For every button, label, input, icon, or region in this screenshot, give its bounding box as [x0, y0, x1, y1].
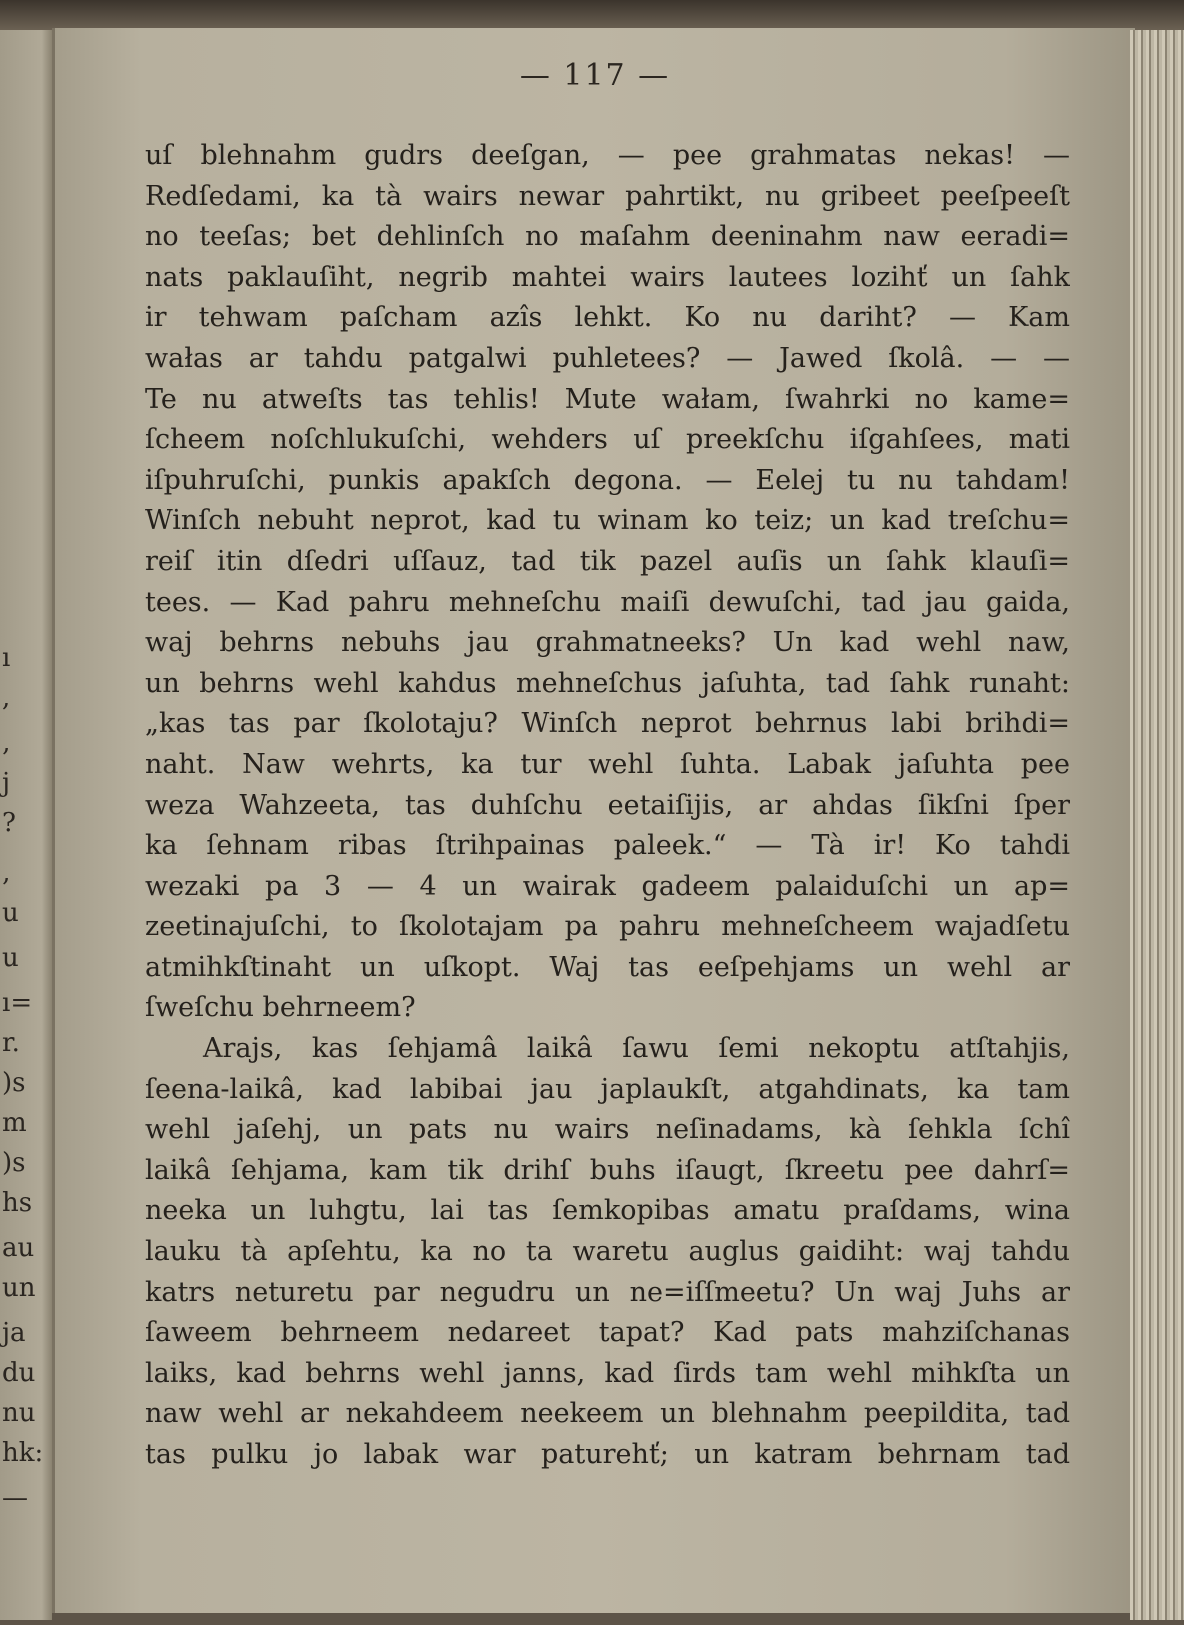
- prev-page-fragment: ‚: [2, 858, 11, 888]
- text-line: un behrns wehl kahdus mehneſchus jaſuhta, tad ſahk runaht:: [145, 667, 1070, 699]
- text-line: ſaweem behrneem nedareet tapat? Kad pats mahziſchanas: [145, 1317, 1070, 1349]
- prev-page-fragment: du: [2, 1358, 36, 1388]
- prev-page-fragment: )s: [2, 1148, 26, 1178]
- text-line: zeetinajuſchi, to ſkolotajam pa pahru mehneſcheem wajadſetu: [145, 911, 1070, 943]
- prev-page-fragment: u: [2, 943, 19, 973]
- prev-page-fragment: ?: [2, 808, 16, 838]
- prev-page-fragment: ı: [2, 643, 11, 673]
- book-page: [52, 28, 1135, 1613]
- text-line: naw wehl ar nekahdeem neekeem un blehnahm peepildita, tad: [145, 1398, 1070, 1430]
- text-line: laiks, kad behrns wehl janns, kad ſirds tam wehl mihkſta un: [145, 1357, 1070, 1389]
- text-line: Te nu atweſts tas tehlis! Mute wałam, ſwahrki no kame=: [145, 383, 1070, 415]
- page-body: [145, 136, 1070, 1476]
- text-line: iſpuhruſchi, punkis apakſch degona. — Eelej tu nu tahdam!: [145, 464, 1070, 496]
- text-line: „kas tas par ſkolotaju? Winſch neprot behrnus labi brihdi=: [145, 708, 1070, 740]
- prev-page-fragment: nu: [2, 1398, 36, 1428]
- text-line: ir tehwam paſcham azîs lehkt. Ko nu dariht? — Kam: [145, 302, 1070, 334]
- text-line: katrs neturetu par negudru un ne=iſſmeetu? Un waj Juhs ar: [145, 1276, 1070, 1308]
- previous-page-edge: [0, 30, 52, 1620]
- text-line: no teeſas; bet dehlinſch no maſahm deeninahm naw eeradi=: [145, 221, 1070, 253]
- text-line: Redſedami, ka tà wairs newar pahrtikt, nu gribeet peeſpeeſt: [145, 180, 1070, 212]
- prev-page-fragment: r.: [2, 1028, 20, 1058]
- text-line: reiſ itin dſedri uſſauz, tad tik pazel auſis un ſahk klauſi=: [145, 545, 1070, 577]
- text-line: lauku tà apſehtu, ka no ta waretu auglus gaidiht: waj tahdu: [145, 1236, 1070, 1268]
- prev-page-fragment: —: [2, 1483, 28, 1513]
- text-line: neeka un luhgtu, lai tas ſemkopibas amatu praſdams, wina: [145, 1195, 1070, 1227]
- text-line: uſ blehnahm gudrs deeſgan, — pee grahmatas nekas! —: [145, 140, 1070, 171]
- text-line: laikâ ſehjama, kam tik drihſ buhs iſaugt, ſkreetu pee dahrſ=: [145, 1154, 1070, 1186]
- text-line: wezaki pa 3 — 4 un wairak gadeem palaiduſchi un ap=: [145, 870, 1070, 902]
- prev-page-fragment: j: [2, 768, 11, 798]
- prev-page-fragment: au: [2, 1233, 35, 1263]
- text-line: tees. — Kad pahru mehneſchu maiſi dewuſchi, tad jau gaida,: [145, 586, 1070, 618]
- book-page-edges: [1130, 30, 1184, 1620]
- text-line: tas pulku jo labak war paturehť; un katram behrnam tad: [145, 1439, 1070, 1470]
- prev-page-fragment: un: [2, 1273, 36, 1303]
- text-line: ſeena-laikâ, kad labibai jau japlaukſt, atgahdinats, ka tam: [145, 1073, 1070, 1105]
- prev-page-fragment: ,: [2, 683, 11, 713]
- prev-page-fragment: ı=: [2, 988, 33, 1018]
- text-line: atmihkſtinaht un uſkopt. Waj tas eeſpehjams un wehl ar: [145, 951, 1070, 983]
- text-line: weza Wahzeeta, tas duhſchu eetaiſijis, ar ahdas ſikſni ſper: [145, 789, 1070, 821]
- prev-page-fragment: ja: [2, 1318, 26, 1348]
- text-line: ka ſehnam ribas ſtrihpainas paleek.“ — Tà ir! Ko tahdi: [145, 830, 1070, 862]
- paragraph-1: [145, 136, 1070, 1029]
- text-line: naht. Naw wehrts, ka tur wehl ſuhta. Labak jaſuhta pee: [145, 748, 1070, 780]
- text-line: wałas ar tahdu patgalwi puhletees? — Jawed ſkolâ. — —: [145, 342, 1070, 374]
- prev-page-fragment: )s: [2, 1068, 26, 1098]
- paragraph-2: [145, 1029, 1070, 1476]
- text-line: nats paklauſiht, negrib mahtei wairs lautees lozihť un ſahk: [145, 261, 1070, 293]
- prev-page-fragment: m: [2, 1108, 27, 1138]
- text-line: ſcheem noſchlukuſchi, wehders uſ preekſchu iſgahſees, mati: [145, 424, 1070, 456]
- prev-page-fragment: hk:: [2, 1438, 44, 1468]
- text-line: wehl jaſehj, un pats nu wairs neſinadams, kà ſehkla ſchî: [145, 1114, 1070, 1146]
- prev-page-fragment: hs: [2, 1188, 33, 1218]
- text-line: Arajs, kas ſehjamâ laikâ ſawu ſemi nekoptu atſtahjis,: [203, 1033, 1070, 1065]
- text-line: waj behrns nebuhs jau grahmatneeks? Un kad wehl naw,: [145, 627, 1070, 659]
- text-line: ſweſchu behrneem?: [145, 992, 416, 1024]
- text-line: Winſch nebuht neprot, kad tu winam ko teiz; un kad treſchu=: [145, 505, 1070, 537]
- page-number: — 117 —: [519, 58, 671, 93]
- prev-page-fragment: ‚: [2, 728, 11, 758]
- prev-page-fragment: u: [2, 898, 19, 928]
